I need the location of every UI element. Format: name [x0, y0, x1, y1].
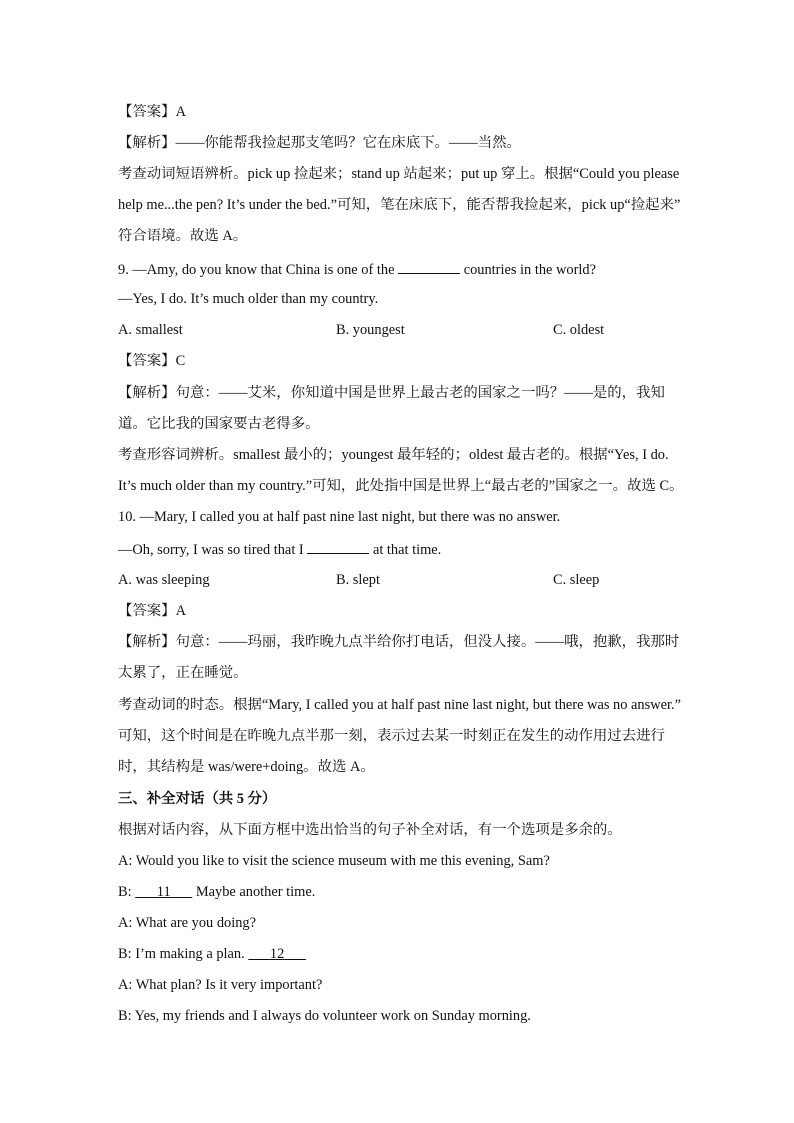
- q9-option-c: C. oldest: [553, 322, 605, 338]
- q10-option-a: A. was sleeping: [118, 572, 210, 588]
- section-3-heading: 三、补全对话（共 5 分）: [118, 791, 277, 807]
- q10-reply: [118, 538, 694, 560]
- q10-option-b: B. slept: [336, 572, 380, 588]
- q10-reply-text-b: at that time.: [372, 542, 442, 558]
- q8-analysis-line-4: 符合语境。故选 A。: [118, 228, 248, 244]
- q10-question: 10. —Mary, I called you at half past nine last night, but there was no answer.: [118, 509, 561, 525]
- q8-analysis-line-1: 【解析】——你能帮我捡起那支笔吗？它在床底下。——当然。: [118, 135, 521, 151]
- blank-12: [248, 946, 306, 962]
- dialogue-line-a2: A: What are you doing?: [118, 915, 257, 931]
- dialogue-b1-suffix: Maybe another time.: [192, 884, 316, 900]
- q10-analysis-line-5: 时，其结构是 was/were+doing。故选 A。: [118, 759, 375, 775]
- dialogue-b1-prefix: B:: [118, 884, 136, 900]
- q10-option-c: C. sleep: [553, 572, 600, 588]
- q9-option-b: B. youngest: [336, 322, 405, 338]
- q10-analysis-line-3: 考查动词的时态。根据“Mary, I called you at half past nine last night, but there was no answer.”: [118, 697, 681, 713]
- q9-option-a: A. smallest: [118, 322, 183, 338]
- q9-question-text-b: countries in the world?: [463, 262, 596, 278]
- section-3-instruction: 根据对话内容，从下面方框中选出恰当的句子补全对话，有一个选项是多余的。: [118, 822, 622, 838]
- q8-answer: 【答案】A: [118, 104, 186, 120]
- q9-analysis-line-1: 【解析】句意：——艾米，你知道中国是世界上最古老的国家之一吗？——是的，我知: [118, 385, 665, 401]
- q9-question: [118, 258, 694, 280]
- q8-analysis-line-3: help me...the pen? It’s under the bed.”可知，笔在床底下，能否帮我捡起来，pick up“捡起来”: [118, 197, 681, 213]
- blank-11: [135, 884, 192, 900]
- q9-reply: —Yes, I do. It’s much older than my country.: [118, 291, 379, 307]
- dialogue-line-b2: [118, 944, 694, 964]
- dialogue-line-b1: [118, 882, 694, 902]
- q9-answer-blank: [398, 258, 460, 274]
- q9-analysis-line-2: 道。它比我的国家要古老得多。: [118, 416, 320, 432]
- blank-11-number: 11: [156, 884, 171, 900]
- blank-12-number: 12: [269, 946, 285, 962]
- dialogue-line-b3: B: Yes, my friends and I always do volunteer work on Sunday morning.: [118, 1008, 531, 1024]
- dialogue-line-a1: A: Would you like to visit the science museum with me this evening, Sam?: [118, 853, 550, 869]
- q9-question-text-a: 9. —Amy, do you know that China is one of the: [118, 262, 395, 278]
- q10-analysis-line-2: 太累了，正在睡觉。: [118, 665, 248, 681]
- q9-answer: 【答案】C: [118, 353, 186, 369]
- dialogue-line-a3: A: What plan? Is it very important?: [118, 977, 323, 993]
- q9-analysis-line-4: It’s much older than my country.”可知，此处指中国是世界上“最古老的”国家之一。故选 C。: [118, 478, 684, 494]
- q9-analysis-line-3: 考查形容词辨析。smallest 最小的；youngest 最年轻的；oldest 最古老的。根据“Yes, I do.: [118, 447, 669, 463]
- q10-analysis-line-4: 可知，这个时间是在昨晚九点半那一刻，表示过去某一时刻正在发生的动作用过去进行: [118, 728, 665, 744]
- q10-answer-blank: [307, 538, 369, 554]
- q10-reply-text-a: —Oh, sorry, I was so tired that I: [118, 542, 304, 558]
- dialogue-b2-prefix: B: I’m making a plan.: [118, 946, 249, 962]
- q10-answer: 【答案】A: [118, 603, 186, 619]
- q10-analysis-line-1: 【解析】句意：——玛丽，我昨晚九点半给你打电话，但没人接。——哦，抱歉，我那时: [118, 634, 680, 650]
- q8-analysis-line-2: 考查动词短语辨析。pick up 捡起来；stand up 站起来；put up 穿上。根据“Could you please: [118, 166, 680, 182]
